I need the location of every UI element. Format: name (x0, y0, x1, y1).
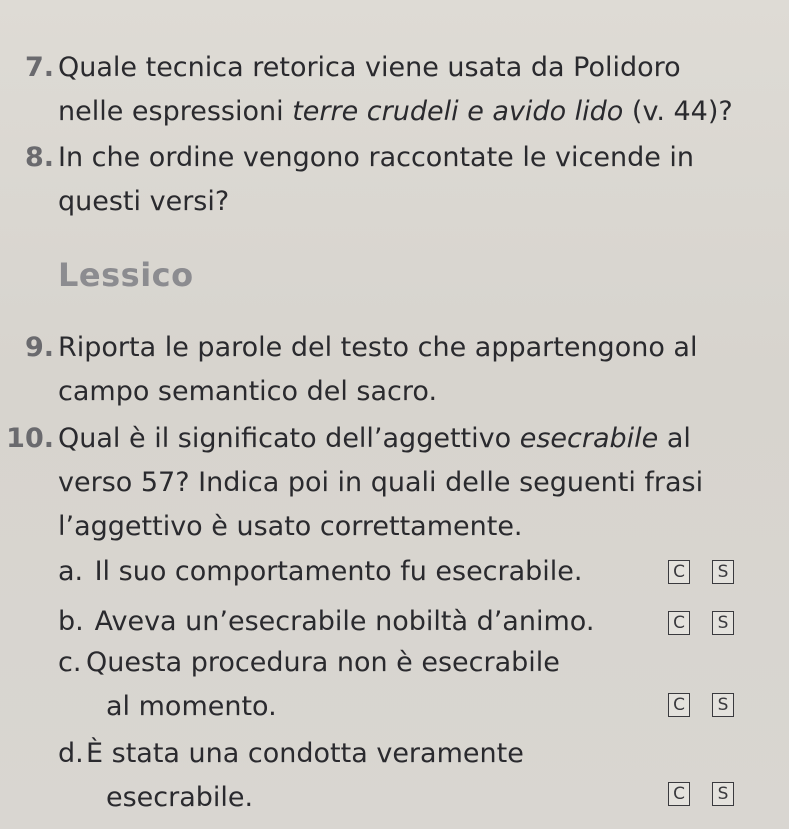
option-d-checkbox-s[interactable]: S (712, 782, 734, 806)
option-a-checkbox-c[interactable]: C (668, 560, 690, 584)
question-7-number: 7. (24, 52, 54, 83)
question-9-line-1: Riporta le parole del testo che appartengono al (58, 332, 698, 363)
option-d (58, 732, 524, 820)
question-10-number: 10. (6, 423, 54, 454)
question-9-line-2: campo semantico del sacro. (58, 376, 438, 407)
option-b-checkbox-s[interactable]: S (712, 611, 734, 635)
question-8-line-2: questi versi? (58, 186, 230, 217)
question-7 (24, 46, 778, 134)
question-7-line-1: Quale tecnica retorica viene usata da Polidoro (58, 52, 681, 83)
question-9 (24, 326, 778, 414)
option-b-checkbox-c[interactable]: C (668, 611, 690, 635)
question-8-line-1: In che ordine vengono raccontate le vicende in (58, 142, 695, 173)
question-10-line-2: verso 57? Indica poi in quali delle seguenti frasi (58, 467, 704, 498)
option-c-text-line-2: al momento. (106, 691, 277, 722)
option-a-checkbox-s[interactable]: S (712, 560, 734, 584)
option-a-text: Il suo comportamento fu esecrabile. (94, 556, 583, 587)
option-d-checkbox-c[interactable]: C (668, 782, 690, 806)
option-c-checkbox-c[interactable]: C (668, 693, 690, 717)
option-a (58, 550, 583, 594)
question-10-keyword: esecrabile (519, 423, 659, 454)
question-10-line-1-pre: Qual è il significato dell’aggettivo (58, 423, 520, 454)
option-b-letter: b. (58, 606, 84, 637)
option-a-letter: a. (58, 556, 84, 587)
question-7-quote: terre crudeli e avido lido (292, 96, 624, 127)
option-b (58, 600, 594, 644)
question-7-line-2 (58, 90, 778, 134)
question-10-line-1-post: al (658, 423, 691, 454)
option-b-text: Aveva un’esecrabile nobiltà d’animo. (94, 606, 595, 637)
question-7-line-2-post: (v. 44)? (623, 96, 733, 127)
question-8-number: 8. (24, 142, 54, 173)
option-d-letter: d. (58, 738, 84, 769)
question-10 (6, 417, 778, 549)
option-c-letter: c. (58, 647, 82, 678)
section-title-lessico: Lessico (58, 256, 194, 294)
option-d-text-line-2: esecrabile. (106, 782, 254, 813)
option-c-checkbox-s[interactable]: S (712, 693, 734, 717)
question-10-line-1 (58, 417, 778, 461)
question-7-line-2-pre: nelle espressioni (58, 96, 293, 127)
question-8 (24, 136, 778, 224)
question-9-number: 9. (24, 332, 54, 363)
option-c (58, 641, 560, 729)
option-c-text-line-1: Questa procedura non è esecrabile (86, 647, 560, 678)
option-d-text-line-1: È stata una condotta veramente (86, 738, 524, 769)
question-10-line-3: l’aggettivo è usato correttamente. (58, 511, 523, 542)
